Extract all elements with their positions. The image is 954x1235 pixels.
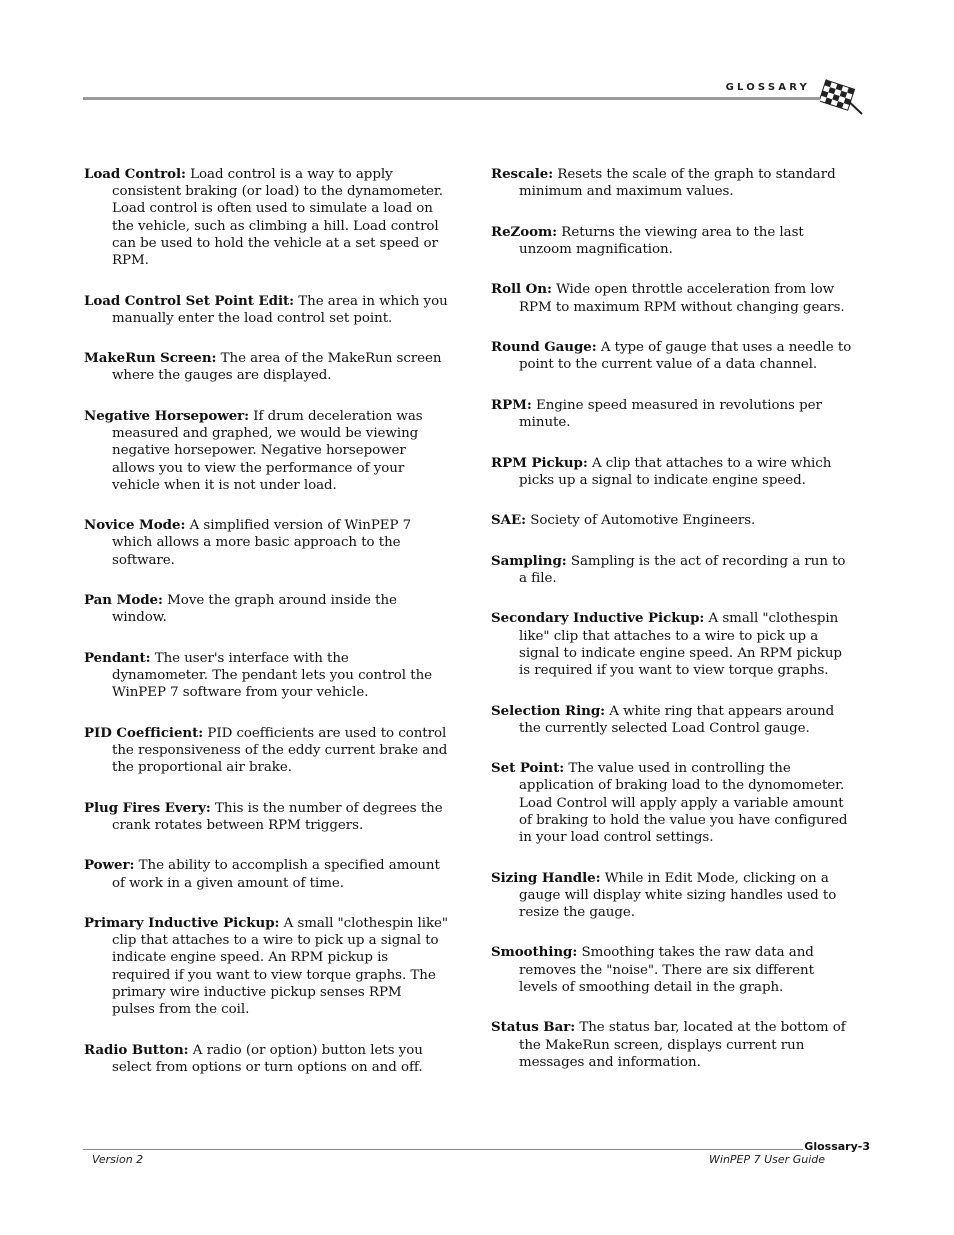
glossary-definition: Sampling is the act of recording a run to a file. (519, 553, 846, 586)
glossary-definition: PID coefficients are used to control the responsiveness of the eddy current brake and the proportional air brake. (112, 725, 448, 776)
glossary-definition: The area in which you manually enter the load control set point. (112, 293, 448, 326)
glossary-definition: A white ring that appears around the currently selected Load Control gauge. (519, 703, 835, 736)
glossary-term: Plug Fires Every: (84, 799, 211, 816)
glossary-column-left (84, 166, 448, 1099)
glossary-entry (491, 1019, 855, 1071)
glossary-term: Rescale: (491, 166, 554, 182)
glossary-entry (491, 553, 855, 587)
glossary-term: Smoothing: (491, 944, 578, 961)
glossary-definition: A type of gauge that uses a needle to point to the current value of a data channel. (519, 340, 852, 373)
glossary-definition: Move the graph around inside the window. (112, 593, 397, 626)
glossary-entry (491, 224, 855, 258)
glossary-definition: The status bar, located at the bottom of the MakeRun screen, displays current run messages and information. (519, 1020, 846, 1070)
glossary-definition: While in Edit Mode, clicking on a gauge will display white sizing handles used to resize the gauge. (519, 870, 837, 920)
glossary-entry (491, 760, 855, 846)
header-divider (83, 97, 823, 100)
glossary-entry (491, 166, 855, 200)
glossary-definition: A small "clothespin like" clip that attaches to a wire to pick up a signal to indicate engine speed. An RPM pickup is required if you want to view torque graphs. (519, 611, 842, 679)
glossary-entry (84, 350, 448, 384)
glossary-term: Status Bar: (491, 1019, 576, 1036)
glossary-term: SAE: (491, 512, 527, 529)
checkered-flag-icon (820, 76, 866, 116)
glossary-term: Pendant: (84, 649, 151, 666)
glossary-term: Secondary Inductive Pickup: (491, 610, 705, 627)
glossary-entry (491, 455, 855, 489)
glossary-definition: This is the number of degrees the crank rotates between RPM triggers. (112, 800, 443, 833)
glossary-definition: If drum deceleration was measured and graphed, we would be viewing negative horsepower. Negative horsepower allows you to view the performance of your vehicle when it is not under load. (112, 408, 423, 493)
glossary-entry (491, 610, 855, 679)
glossary-term: Selection Ring: (491, 702, 606, 719)
glossary-term: Roll On: (491, 281, 552, 298)
glossary-entry (84, 517, 448, 569)
footer-guide-title: WinPEP 7 User Guide (709, 1153, 825, 1166)
glossary-entry (491, 703, 855, 737)
section-label: GLOSSARY (725, 82, 810, 93)
glossary-entry (84, 1042, 448, 1076)
glossary-term: ReZoom: (491, 223, 558, 240)
glossary-definition: Smoothing takes the raw data and removes the "noise". There are six different levels of smoothing detail in the graph. (519, 945, 814, 995)
glossary-definition: Wide open throttle acceleration from low RPM to maximum RPM without changing gears. (519, 282, 845, 315)
glossary-entry (491, 512, 855, 529)
glossary-term: Radio Button: (84, 1041, 189, 1058)
glossary-definition: A clip that attaches to a wire which picks up a signal to indicate engine speed. (519, 455, 832, 488)
glossary-entry (84, 915, 448, 1018)
glossary-definition: Resets the scale of the graph to standard minimum and maximum values. (519, 167, 836, 200)
glossary-definition: Returns the viewing area to the last unzoom magnification. (519, 224, 804, 257)
glossary-term: Load Control: (84, 166, 186, 182)
glossary-definition: Society of Automotive Engineers. (530, 513, 756, 529)
glossary-entry (84, 725, 448, 777)
glossary-entry (84, 800, 448, 834)
footer-version: Version 2 (92, 1153, 144, 1166)
glossary-entry (491, 281, 855, 315)
glossary-definition: Engine speed measured in revolutions per minute. (519, 397, 822, 431)
glossary-entry (84, 408, 448, 494)
glossary-definition: Load control is a way to apply consistent braking (or load) to the dynamometer. Load control is often used to simulate a load on the vehicle, such as climbing a hill. Load control can be used to hold the vehicle at a set speed or RPM. (112, 167, 444, 269)
glossary-term: Load Control Set Point Edit: (84, 292, 295, 309)
glossary-definition: The user's interface with the dynamometer. The pendant lets you control the WinPEP 7 software from your vehicle. (112, 650, 433, 701)
glossary-term: Sizing Handle: (491, 869, 601, 886)
glossary-definition: The ability to accomplish a specified amount of work in a given amount of time. (112, 858, 440, 891)
glossary-term: Set Point: (491, 760, 565, 777)
glossary-term: RPM: (491, 396, 532, 413)
glossary-definition: The area of the MakeRun screen where the gauges are displayed. (112, 351, 442, 384)
glossary-definition: The value used in controlling the application of braking load to the dynomometer. Load Control will apply apply a variable amount of braking to hold the value you have configured in your load control settings. (519, 761, 848, 846)
glossary-term: Round Gauge: (491, 339, 597, 356)
glossary-entry (491, 870, 855, 922)
glossary-entry (84, 650, 448, 702)
glossary-term: Novice Mode: (84, 517, 186, 534)
glossary-definition: A small "clothespin like" clip that attaches to a wire to pick up a signal to indicate engine speed. An RPM pickup is required if you want to view torque graphs. The primary wire inductive pickup senses RPM pulses from the coil. (112, 916, 448, 1018)
glossary-column-right (491, 166, 855, 1094)
glossary-term: Pan Mode: (84, 592, 163, 609)
glossary-entry (491, 397, 855, 431)
glossary-term: RPM Pickup: (491, 454, 588, 471)
page-number: Glossary-3 (804, 1140, 870, 1153)
glossary-term: Sampling: (491, 552, 567, 569)
glossary-term: Power: (84, 857, 135, 874)
glossary-term: Negative Horsepower: (84, 407, 250, 424)
glossary-entry (84, 592, 448, 626)
glossary-term: Primary Inductive Pickup: (84, 915, 280, 932)
glossary-entry (491, 944, 855, 996)
footer-divider (83, 1149, 803, 1150)
glossary-entry (84, 857, 448, 891)
glossary-term: PID Coefficient: (84, 724, 204, 741)
glossary-entry (491, 339, 855, 373)
glossary-definition: A simplified version of WinPEP 7 which allows a more basic approach to the software. (112, 518, 412, 568)
glossary-term: MakeRun Screen: (84, 350, 217, 367)
glossary-entry (84, 293, 448, 327)
glossary-entry (84, 166, 448, 269)
glossary-definition: A radio (or option) button lets you select from options or turn options on and off. (112, 1042, 423, 1075)
